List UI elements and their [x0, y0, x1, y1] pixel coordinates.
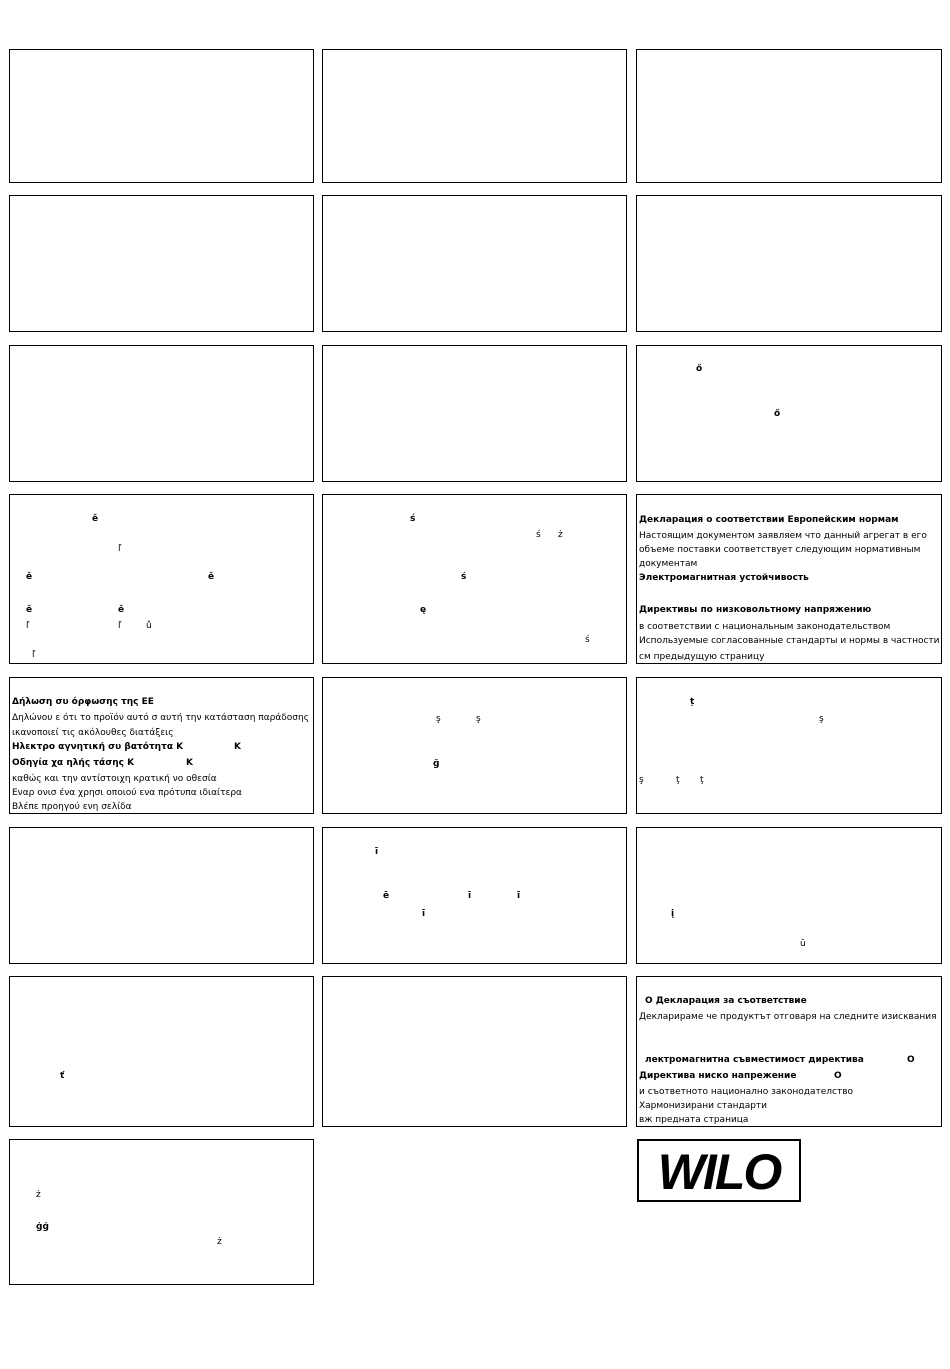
section-box-r3c2	[322, 345, 627, 482]
section-box-r8c1	[9, 1139, 314, 1285]
glyph-fragment: ľ	[32, 650, 36, 660]
glyph-fragment: ī	[468, 891, 472, 901]
section-box-turkish	[322, 677, 627, 814]
glyph-fragment: ę	[420, 605, 427, 615]
ru-declaration-text: объеме поставки соответствует следующим нормативным	[639, 545, 921, 555]
section-box-russian	[636, 494, 942, 664]
bg-declaration-title: O Декларация за съответствие	[645, 996, 807, 1006]
gr-declaration-text: καθώς και την αντίστοιχη κρατική νο οθεσία	[12, 774, 217, 784]
glyph-fragment: ů	[146, 621, 152, 631]
glyph-fragment: ť	[60, 1071, 65, 1081]
bg-declaration-text: вж предната страница	[639, 1115, 749, 1125]
glyph-fragment: ś	[585, 635, 590, 645]
glyph-fragment: į	[671, 909, 675, 919]
bg-declaration-text: Хармонизирани стандарти	[639, 1101, 768, 1111]
section-box-slovak	[9, 976, 314, 1127]
bg-declaration-text: и съответното национално законодателство	[639, 1087, 854, 1097]
ru-declaration-title: Декларация о соответствии Европейским нормам	[639, 515, 899, 525]
glyph-fragment: ż	[217, 1237, 222, 1247]
glyph-fragment: ż	[558, 530, 563, 540]
glyph-fragment: ţ	[676, 775, 680, 785]
glyph-fragment: ś	[536, 530, 541, 540]
ru-declaration-text: документам	[639, 559, 698, 569]
gr-declaration-title: Δήλωση συ όρφωσης της ΕΕ	[12, 697, 154, 707]
bg-declaration-text: Декларираме че продуктът отговаря на следните изисквания	[639, 1012, 937, 1022]
glyph-fragment: ī	[517, 891, 521, 901]
glyph-fragment: ś	[410, 514, 416, 524]
gr-lvd-code: Κ	[186, 758, 193, 768]
wilo-logo	[637, 1139, 801, 1202]
gr-declaration-text: Εναρ ονισ ένα χρησι οποιού ενα πρότυπα ιδιαίτερα	[12, 788, 242, 798]
section-box-r1c1	[9, 49, 314, 183]
section-box-bulgarian	[636, 976, 942, 1127]
bg-lvd-code: O	[834, 1071, 842, 1081]
section-box-latvian	[322, 827, 627, 964]
ru-declaration-text: Настоящим документом заявляем что данный агрегат в его	[639, 531, 927, 541]
section-box-czech	[9, 494, 314, 664]
bg-emc-heading: лектромагнитна съвместимост директива	[645, 1055, 864, 1065]
glyph-fragment: ě	[118, 605, 125, 615]
section-box-r2c1	[9, 195, 314, 332]
section-box-lithuanian	[636, 827, 942, 964]
section-box-r6c1	[9, 827, 314, 964]
bg-lvd-heading: Директива ниско напрежение	[639, 1071, 797, 1081]
gr-lvd-heading: Οδηγία χα ηλής τάσης Κ	[12, 758, 135, 768]
wilo-logo-text: WILO	[657, 1144, 781, 1200]
section-box-romanian	[636, 677, 942, 814]
glyph-fragment: ğ	[433, 759, 440, 769]
ru-declaration-text: в соответствии с национальным законодательством	[639, 622, 891, 632]
glyph-fragment: ț	[690, 697, 695, 707]
section-box-r3c3	[636, 345, 942, 482]
section-box-r1c2	[322, 49, 627, 183]
section-box-greek	[9, 677, 314, 814]
gr-declaration-text: Δηλώνου ε ότι το προϊόν αυτό σ αυτή την κατάσταση παράδοσης	[12, 713, 309, 723]
glyph-fragment: ż	[36, 1190, 41, 1200]
glyph-fragment: ī	[375, 847, 379, 857]
glyph-fragment: ő	[774, 409, 781, 419]
section-box-r7c2	[322, 976, 627, 1127]
section-box-polish	[322, 494, 627, 664]
glyph-fragment: ľ	[118, 621, 122, 631]
wilo-logo-mark	[639, 1141, 799, 1200]
glyph-fragment: ś	[461, 572, 467, 582]
glyph-fragment: ū	[800, 939, 806, 949]
section-box-r2c2	[322, 195, 627, 332]
glyph-fragment: ģģ	[36, 1222, 49, 1232]
glyph-fragment: ě	[208, 572, 215, 582]
ru-lvd-heading: Директивы по низковольтному напряжению	[639, 605, 872, 615]
ru-declaration-text: Используемые согласованные стандарты и нормы в частности	[639, 636, 940, 646]
glyph-fragment: ē	[383, 891, 390, 901]
glyph-fragment: ş	[476, 714, 481, 724]
glyph-fragment: ş	[639, 775, 644, 785]
glyph-fragment: ľ	[118, 544, 122, 554]
gr-emc-heading: Ηλεκτρο αγνητική συ βατότητα Κ	[12, 742, 184, 752]
glyph-fragment: ī	[422, 909, 426, 919]
glyph-fragment: ě	[92, 514, 99, 524]
ru-emc-heading: Электромагнитная устойчивость	[639, 573, 809, 583]
glyph-fragment: ě	[26, 605, 33, 615]
gr-declaration-text: Βλέπε προηγού ενη σελίδα	[12, 802, 132, 812]
gr-emc-code: Κ	[234, 742, 241, 752]
section-box-r1c3	[636, 49, 942, 183]
gr-declaration-text: ικανοποιεί τις ακόλουθες διατάξεις	[12, 728, 174, 738]
ru-declaration-text: см предыдущую страницу	[639, 652, 765, 662]
glyph-fragment: ş	[436, 714, 441, 724]
glyph-fragment: ţ	[700, 775, 704, 785]
section-box-r2c3	[636, 195, 942, 332]
bg-emc-code: O	[907, 1055, 915, 1065]
glyph-fragment: ě	[26, 572, 33, 582]
glyph-fragment: ő	[696, 364, 703, 374]
glyph-fragment: ľ	[26, 621, 30, 631]
section-box-r3c1	[9, 345, 314, 482]
glyph-fragment: ş	[819, 714, 824, 724]
